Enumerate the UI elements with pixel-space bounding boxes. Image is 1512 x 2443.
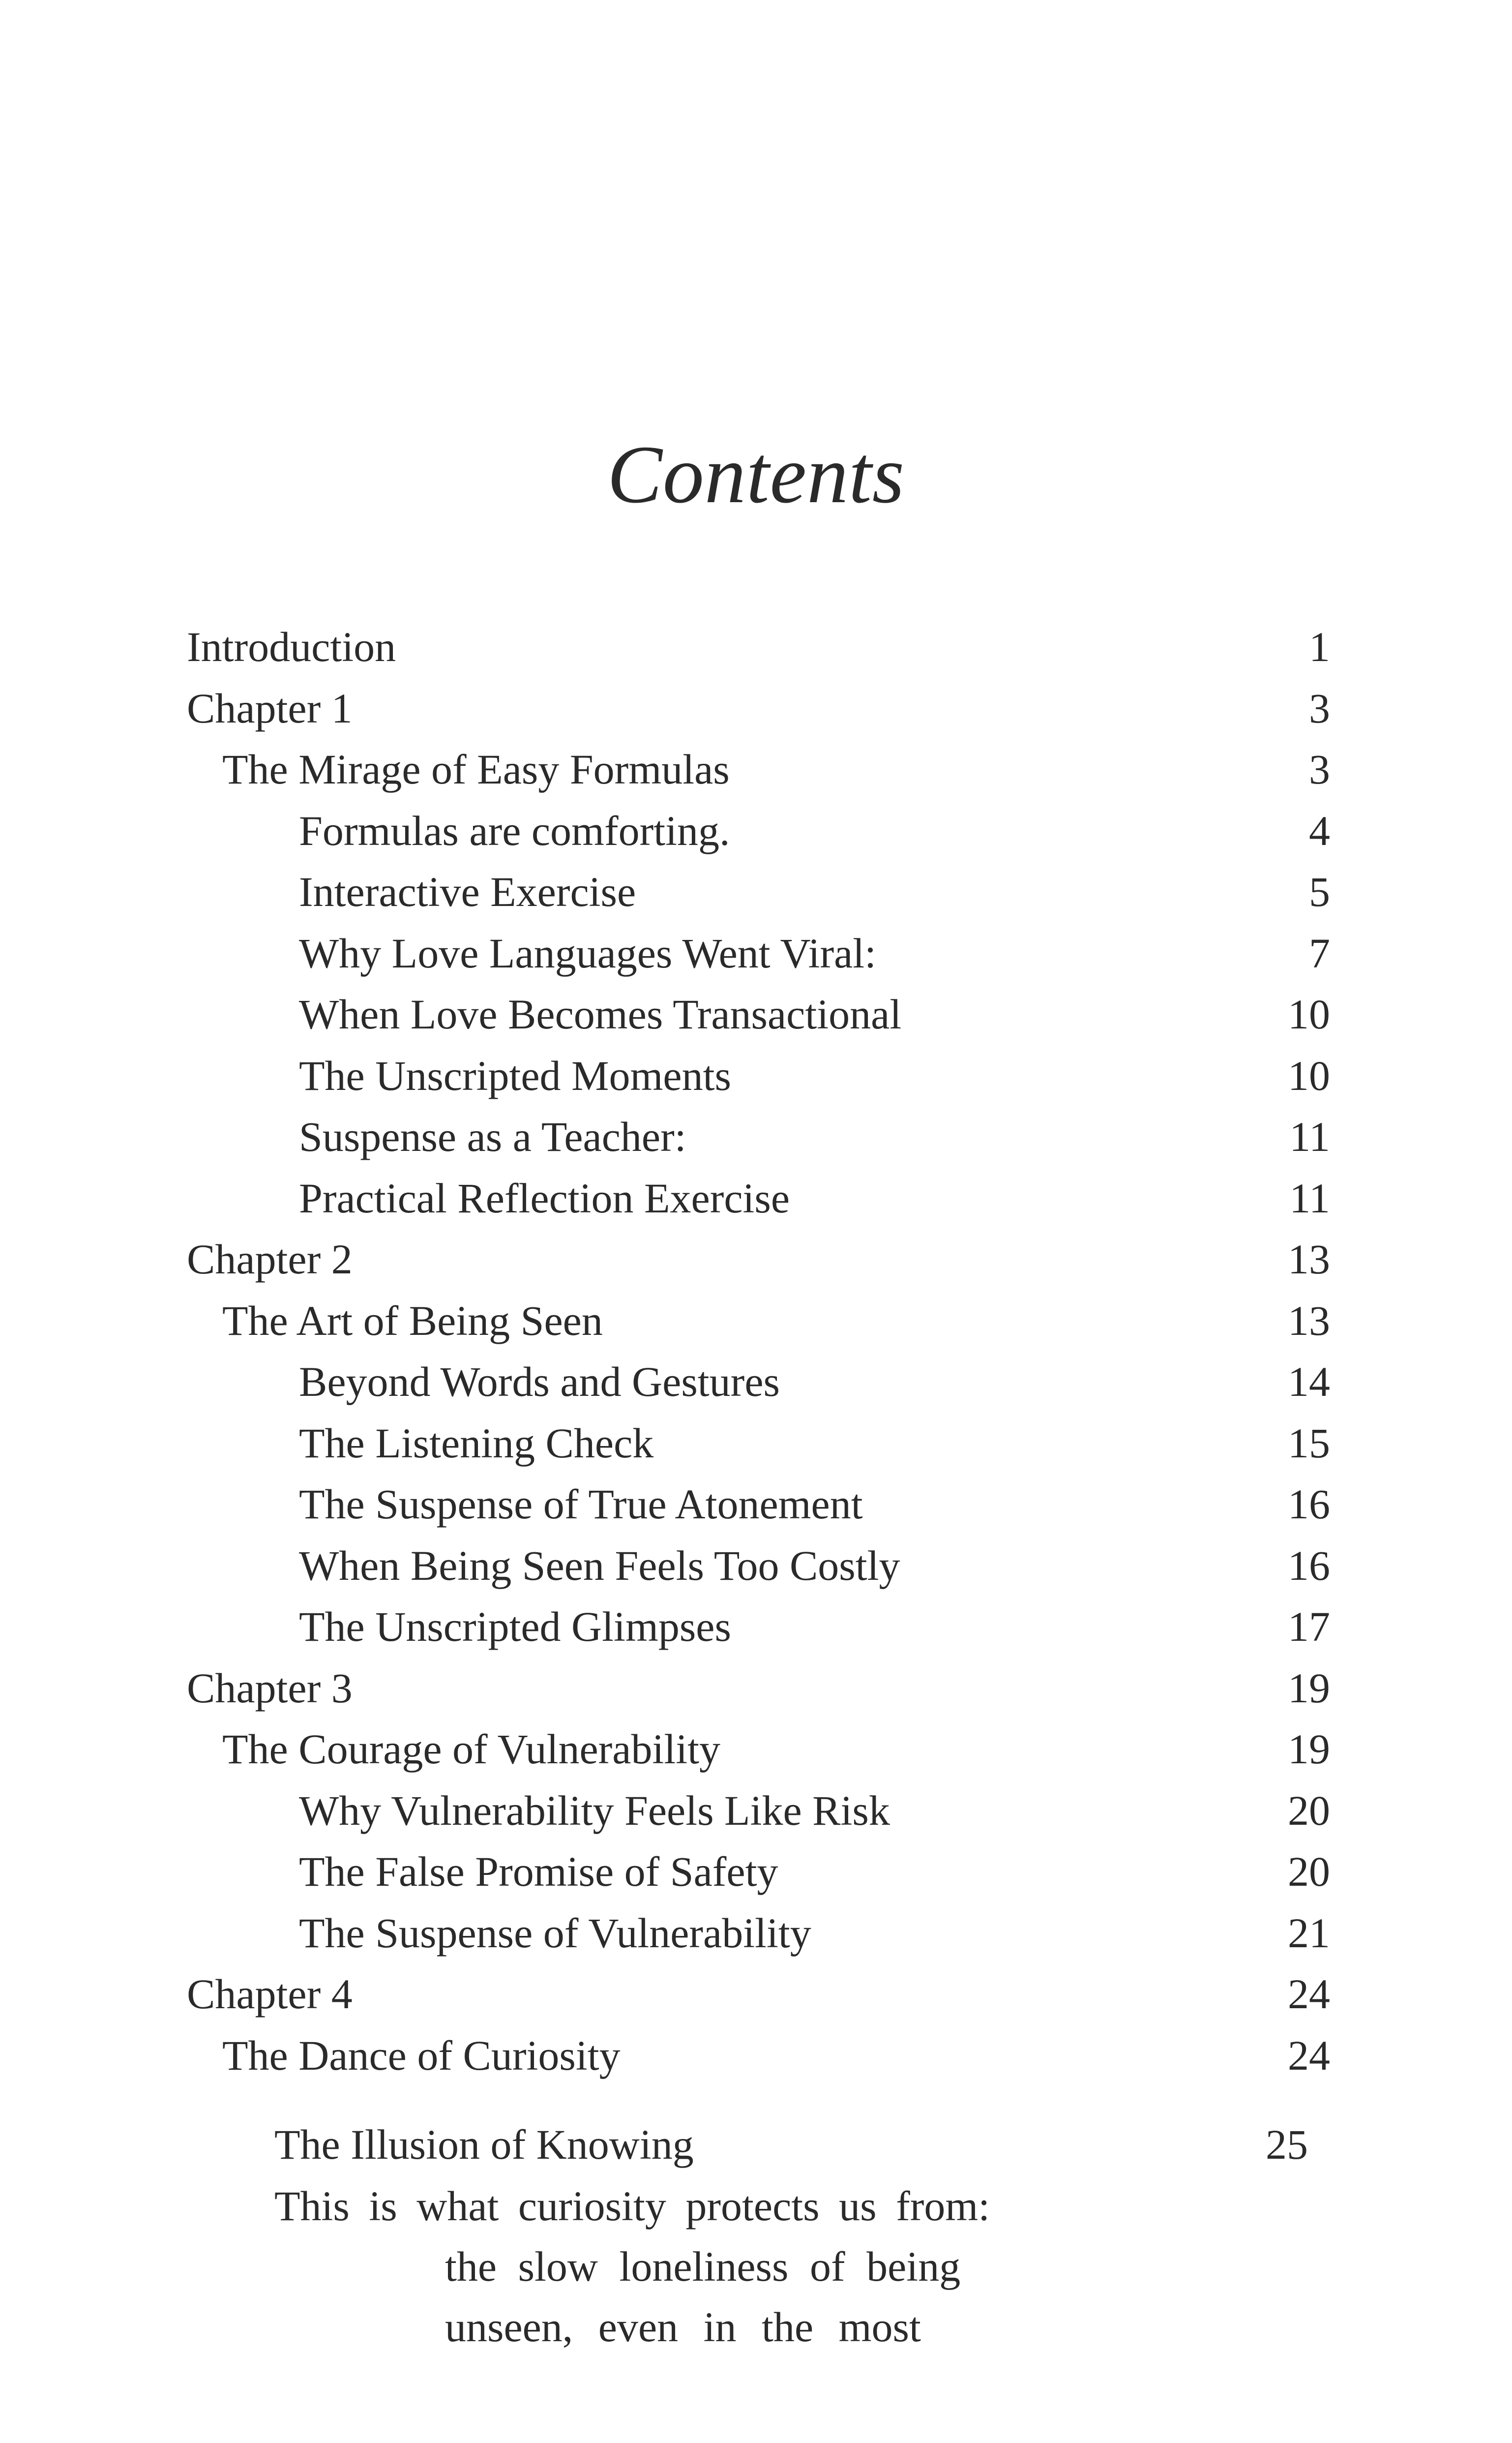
toc-entry-label: Chapter 1 <box>187 685 353 732</box>
toc-entry-label: Chapter 3 <box>187 1664 353 1712</box>
toc-entry-page: 1 <box>1309 623 1330 670</box>
toc-entry-page: 3 <box>1309 685 1330 732</box>
toc-entry-page: 20 <box>1288 1848 1330 1895</box>
toc-entry-label: Chapter 4 <box>187 1970 353 2018</box>
toc-entry-label: Why Love Languages Went Viral: <box>299 930 877 977</box>
tail-heading-page: 25 <box>1266 2121 1308 2168</box>
toc-entry-label: The Suspense of True Atonement <box>299 1480 863 1528</box>
toc-entry-label: Suspense as a Teacher: <box>299 1113 686 1160</box>
toc-entry-label: The Suspense of Vulnerability <box>299 1909 811 1957</box>
tail-line-2: the slow loneliness of being <box>445 2243 961 2290</box>
toc-entry-page: 11 <box>1289 1175 1330 1222</box>
tail-line-1: This is what curiosity protects us from: <box>274 2182 990 2230</box>
toc-entry-page: 7 <box>1309 930 1330 977</box>
toc-entry-page: 16 <box>1288 1542 1330 1589</box>
toc-entry-page: 11 <box>1289 1113 1330 1160</box>
toc-entry-page: 13 <box>1288 1236 1330 1283</box>
toc-entry-label: Formulas are comforting. <box>299 807 730 854</box>
toc-entry-page: 15 <box>1288 1419 1330 1467</box>
toc-entry-page: 4 <box>1309 807 1330 854</box>
toc-entry-label: The Unscripted Moments <box>299 1052 731 1099</box>
toc-entry-page: 17 <box>1288 1603 1330 1650</box>
toc-entry-label: The Mirage of Easy Formulas <box>222 746 730 793</box>
toc-entry-label: Why Vulnerability Feels Like Risk <box>299 1787 890 1834</box>
toc-entry-page: 16 <box>1288 1480 1330 1528</box>
toc-entry-label: The Listening Check <box>299 1419 654 1467</box>
toc-entry-label: The Art of Being Seen <box>222 1297 603 1344</box>
toc-entry-page: 13 <box>1288 1297 1330 1344</box>
toc-entry-label: Introduction <box>187 623 396 670</box>
tail-heading: The Illusion of Knowing <box>274 2121 694 2168</box>
toc-entry-page: 19 <box>1288 1725 1330 1773</box>
toc-entry-page: 24 <box>1288 2032 1330 2079</box>
toc-entry-page: 20 <box>1288 1787 1330 1834</box>
toc-entry-page: 19 <box>1288 1664 1330 1712</box>
toc-entry-page: 24 <box>1288 1970 1330 2018</box>
toc-entry-label: The Dance of Curiosity <box>222 2032 621 2079</box>
toc-entry-page: 10 <box>1288 991 1330 1038</box>
toc-entry-page: 3 <box>1309 746 1330 793</box>
toc-entry-label: The Courage of Vulnerability <box>222 1725 721 1773</box>
toc-entry-label: The Unscripted Glimpses <box>299 1603 731 1650</box>
toc-entry-label: When Being Seen Feels Too Costly <box>299 1542 900 1589</box>
toc-entry-page: 5 <box>1309 868 1330 915</box>
toc-entry-label: Beyond Words and Gestures <box>299 1358 780 1405</box>
toc-entry-label: When Love Becomes Transactional <box>299 991 902 1038</box>
toc-entry-label: Interactive Exercise <box>299 868 636 915</box>
page-title: Contents <box>607 429 905 520</box>
toc-entry-label: The False Promise of Safety <box>299 1848 778 1895</box>
toc-entry-label: Practical Reflection Exercise <box>299 1175 790 1222</box>
toc-entry-label: Chapter 2 <box>187 1236 353 1283</box>
tail-line-3: unseen, even in the most <box>445 2303 921 2351</box>
toc-entry-page: 21 <box>1288 1909 1330 1957</box>
toc-entry-page: 14 <box>1288 1358 1330 1405</box>
toc-entry-page: 10 <box>1288 1052 1330 1099</box>
